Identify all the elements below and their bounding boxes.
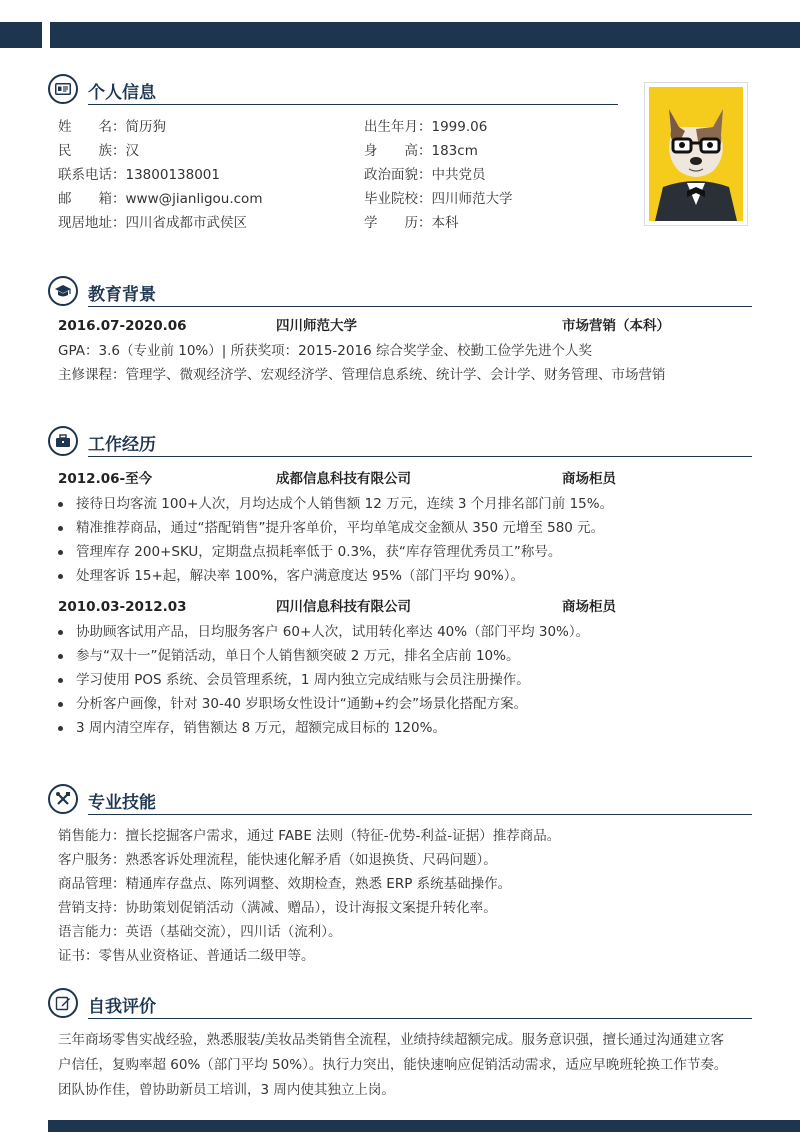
list-item: 参与“双十一”促销活动，单日个人销售额突破 2 万元，排名全店前 10%。 — [58, 646, 519, 666]
info-politics: 政治面貌：中共党员 — [364, 167, 486, 183]
profile-photo — [644, 82, 748, 226]
section-title: 个人信息 — [88, 83, 156, 103]
footer-bar — [48, 1120, 800, 1132]
info-name: 姓 名：简历狗 — [58, 119, 166, 135]
graduation-cap-icon — [48, 276, 78, 306]
section-divider — [88, 306, 752, 307]
edu-school: 四川师范大学 — [276, 318, 357, 334]
work-period: 2010.03-2012.03 — [58, 599, 187, 615]
info-school: 毕业院校：四川师范大学 — [364, 191, 513, 207]
list-item: 接待日均客流 100+人次，月均达成个人销售额 12 万元，连续 3 个月排名部门前 15%。 — [58, 494, 613, 514]
section-skills — [48, 784, 752, 816]
list-item: 3 周内清空库存，销售额达 8 万元，超额完成目标的 120%。 — [58, 718, 446, 738]
edu-courses: 主修课程：管理学、微观经济学、宏观经济学、管理信息系统、统计学、会计学、财务管理、市场营销 — [58, 367, 666, 383]
section-title: 工作经历 — [88, 435, 156, 455]
info-birth: 出生年月：1999.06 — [364, 119, 488, 135]
briefcase-icon — [48, 426, 78, 456]
info-phone: 联系电话：13800138001 — [58, 167, 220, 183]
tools-icon — [48, 784, 78, 814]
self-eval-line: 三年商场零售实战经验，熟悉服装/美妆品类销售全流程，业绩持续超额完成。服务意识强，擅长通过沟通建立客 — [58, 1032, 725, 1048]
info-address: 现居地址：四川省成都市武侯区 — [58, 215, 247, 231]
id-card-icon — [48, 74, 78, 104]
work-company: 四川信息科技有限公司 — [276, 599, 411, 615]
skill-item: 销售能力：擅长挖掘客户需求，通过 FABE 法则（特征-优势-利益-证据）推荐商品。 — [58, 828, 561, 844]
skill-item: 营销支持：协助策划促销活动（满减、赠品），设计海报文案提升转化率。 — [58, 900, 497, 916]
info-ethnicity: 民 族：汉 — [58, 143, 139, 159]
list-item: 处理客诉 15+起，解决率 100%，客户满意度达 95%（部门平均 90%）。 — [58, 566, 524, 586]
info-email: 邮 箱：www@jianligou.com — [58, 191, 263, 207]
header-bar-left — [0, 22, 42, 48]
section-self-eval — [48, 988, 752, 1020]
section-divider — [88, 814, 752, 815]
list-item: 精准推荐商品，通过“搭配销售”提升客单价，平均单笔成交金额从 350 元增至 580 元。 — [58, 518, 604, 538]
edit-icon — [48, 988, 78, 1018]
list-item: 学习使用 POS 系统、会员管理系统，1 周内独立完成结账与会员注册操作。 — [58, 670, 530, 690]
skill-item: 客户服务：熟悉客诉处理流程，能快速化解矛盾（如退换货、尺码问题）。 — [58, 852, 497, 868]
list-item: 分析客户画像，针对 30-40 岁职场女性设计“通勤+约会”场景化搭配方案。 — [58, 694, 527, 714]
section-divider — [88, 456, 752, 457]
skill-item: 语言能力：英语（基础交流），四川话（流利）。 — [58, 924, 342, 940]
section-divider — [88, 1018, 752, 1019]
header-bar-right — [50, 22, 800, 48]
info-degree: 学 历：本科 — [364, 215, 459, 231]
work-role: 商场柜员 — [562, 599, 616, 615]
list-item: 管理库存 200+SKU，定期盘点损耗率低于 0.3%，获“库存管理优秀员工”称号。 — [58, 542, 561, 562]
edu-major: 市场营销（本科） — [562, 318, 670, 334]
info-height: 身 高：183cm — [364, 143, 478, 159]
section-title: 教育背景 — [88, 285, 156, 305]
skill-item: 证书：零售从业资格证、普通话二级甲等。 — [58, 948, 315, 964]
self-eval-line: 团队协作佳，曾协助新员工培训，3 周内使其独立上岗。 — [58, 1082, 395, 1098]
work-period: 2012.06-至今 — [58, 471, 153, 487]
dog-avatar-icon — [649, 87, 743, 221]
section-title: 自我评价 — [88, 997, 156, 1017]
section-work — [48, 426, 752, 458]
section-education — [48, 276, 752, 308]
work-role: 商场柜员 — [562, 471, 616, 487]
edu-period: 2016.07-2020.06 — [58, 318, 187, 334]
section-divider — [88, 104, 618, 105]
self-eval-line: 户信任，复购率超 60%（部门平均 50%）。执行力突出，能快速响应促销活动需求，适应早晚班轮换工作节奏。 — [58, 1057, 728, 1073]
section-personal — [48, 74, 628, 106]
skill-item: 商品管理：精通库存盘点、陈列调整、效期检查，熟悉 ERP 系统基础操作。 — [58, 876, 512, 892]
section-title: 专业技能 — [88, 793, 156, 813]
list-item: 协助顾客试用产品，日均服务客户 60+人次，试用转化率达 40%（部门平均 30%）。 — [58, 622, 589, 642]
work-company: 成都信息科技有限公司 — [276, 471, 411, 487]
edu-gpa: GPA：3.6（专业前 10%）| 所获奖项：2015-2016 综合奖学金、校勤工俭学先进个人奖 — [58, 343, 592, 359]
